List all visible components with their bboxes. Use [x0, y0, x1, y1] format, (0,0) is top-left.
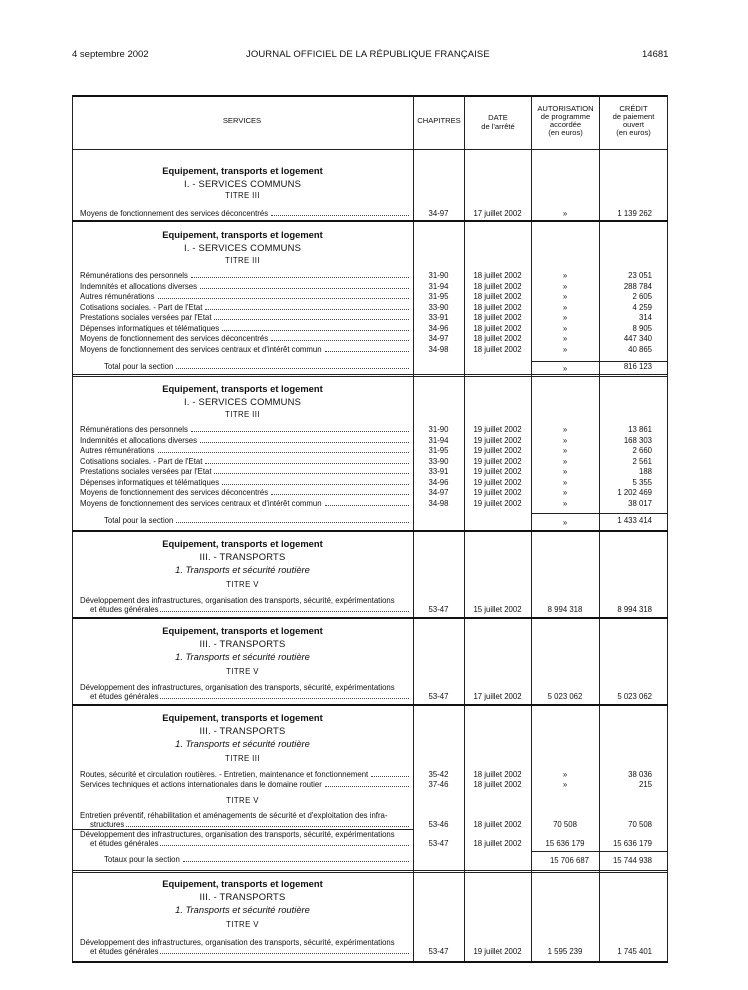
section-ministry: Equipement, transports et logement	[162, 625, 323, 636]
dot-leader	[271, 340, 409, 341]
row-date: 18 juillet 2002	[473, 281, 522, 291]
row-credit: 2 605	[632, 292, 652, 301]
row-autorisation: »	[562, 456, 568, 466]
dot-leader	[205, 309, 409, 310]
row-label: Développement des infrastructures, organisation des transports, sécurité, expérimentations	[80, 938, 395, 947]
section-ministry: Equipement, transports et logement	[162, 229, 323, 240]
row-autorisation: »	[562, 770, 568, 779]
row-credit: 4 259	[632, 302, 652, 312]
row-autorisation: 70 508	[553, 819, 577, 829]
row-date: 19 juillet 2002	[473, 477, 522, 487]
row-credit: 38 036	[628, 770, 652, 779]
row-date: 19 juillet 2002	[473, 488, 522, 497]
row-credit: 5 355	[632, 477, 652, 487]
dot-leader	[222, 330, 409, 331]
row-chapitre: 53-47	[428, 691, 449, 701]
row-label: Dépenses informatiques et télématiques	[80, 477, 220, 487]
row-date: 18 juillet 2002	[473, 344, 522, 354]
dot-leader	[191, 277, 409, 278]
section-service: I. - SERVICES COMMUNS	[183, 396, 302, 407]
row-label: Moyens de fonctionnement des services centraux et d'intérêt commun	[80, 498, 322, 508]
row-label: Cotisations sociales. - Part de l'Etat	[80, 456, 203, 466]
section-separator	[72, 530, 668, 532]
row-autorisation: »	[562, 292, 568, 301]
row-chapitre: 33-90	[428, 456, 449, 466]
row-credit: 15 636 179	[612, 838, 652, 848]
row-date: 18 juillet 2002	[473, 780, 522, 789]
row-date: 19 juillet 2002	[473, 435, 522, 445]
row-label-cont: et études générales	[90, 946, 159, 956]
row-label: Autres rémunérations	[80, 292, 155, 301]
row-autorisation: 8 994 318	[547, 604, 583, 614]
row-label: Prestations sociales versées par l'Etat	[80, 467, 212, 476]
col-header-autorisation-l4: (en euros)	[548, 128, 583, 137]
row-label: Moyens de fonctionnement des services déconcentrés	[80, 209, 269, 218]
total-autorisation: 15 706 687	[549, 856, 589, 865]
row-label: Routes, sécurité et circulation routières. - Entretien, maintenance et fonctionnement	[80, 770, 369, 779]
row-date: 18 juillet 2002	[473, 292, 522, 301]
col-header-services: SERVICES	[222, 116, 262, 125]
row-label: Autres rémunérations	[80, 446, 155, 455]
total-rule	[531, 851, 667, 852]
row-chapitre: 33-90	[428, 302, 449, 312]
row-date: 18 juillet 2002	[473, 313, 522, 322]
row-chapitre: 34-98	[428, 498, 449, 508]
col-header-credit-l4: (en euros)	[616, 128, 651, 137]
dot-leader	[160, 953, 409, 954]
col-header-credit-l3: ouvert	[622, 120, 645, 129]
row-credit: 8 994 318	[617, 604, 652, 614]
col-header-date: DATE	[488, 113, 508, 122]
row-chapitre: 37-46	[428, 780, 449, 789]
row-label: Rémunérations des personnels	[80, 271, 188, 280]
row-chapitre: 31-95	[428, 446, 449, 455]
dot-leader	[222, 484, 409, 485]
row-date: 17 juillet 2002	[473, 209, 522, 218]
row-chapitre: 34-96	[428, 323, 449, 333]
row-chapitre: 53-46	[428, 819, 449, 829]
row-chapitre: 34-96	[428, 477, 449, 487]
dot-leader	[325, 505, 409, 506]
row-credit: 447 340	[623, 334, 652, 343]
section-total-label: Total pour la section	[104, 362, 174, 371]
section-separator	[72, 220, 668, 222]
col-header-autorisation-l2: de programme	[540, 112, 591, 121]
row-autorisation: »	[562, 281, 568, 291]
section-service: I. - SERVICES COMMUNS	[183, 178, 302, 189]
row-autorisation: 5 023 062	[547, 691, 583, 701]
row-credit: 168 303	[623, 435, 652, 445]
row-credit: 70 508	[628, 819, 652, 829]
section-titre: TITRE V	[226, 580, 259, 589]
table-left-border	[72, 95, 73, 963]
row-label: Prestations sociales versées par l'Etat	[80, 313, 212, 322]
section-titre: TITRE V	[226, 796, 259, 805]
dot-leader	[205, 463, 409, 464]
row-date: 18 juillet 2002	[473, 838, 522, 848]
row-chapitre: 31-94	[428, 435, 449, 445]
page-number: 14681	[642, 49, 669, 60]
row-date: 19 juillet 2002	[473, 456, 522, 466]
section-titre: TITRE V	[226, 667, 259, 676]
row-autorisation: »	[562, 435, 568, 445]
row-label: Services techniques et actions internationales dans le domaine routier	[80, 780, 322, 789]
row-label-cont: et études générales	[90, 604, 159, 614]
row-autorisation: »	[562, 477, 568, 487]
row-date: 18 juillet 2002	[473, 323, 522, 333]
row-credit: 2 561	[632, 456, 652, 466]
row-chapitre: 31-95	[428, 292, 449, 301]
dot-leader	[183, 861, 409, 862]
dot-leader	[176, 368, 409, 369]
page-date: 4 septembre 2002	[72, 49, 149, 60]
row-credit: 1 139 262	[617, 209, 652, 218]
section-service: III. - TRANSPORTS	[199, 551, 286, 562]
total-rule	[531, 513, 667, 514]
row-autorisation: »	[562, 446, 568, 455]
row-autorisation: »	[562, 425, 568, 434]
section-ministry: Equipement, transports et logement	[162, 712, 323, 723]
section-ministry: Equipement, transports et logement	[162, 165, 323, 176]
table-top-border	[72, 95, 668, 97]
dot-leader	[325, 351, 409, 352]
row-date: 18 juillet 2002	[473, 770, 522, 779]
journal-title: JOURNAL OFFICIEL DE LA RÉPUBLIQUE FRANÇAISE	[246, 49, 490, 60]
col-header-autorisation-l3: accordée	[549, 120, 582, 129]
row-chapitre: 53-47	[428, 838, 449, 848]
row-label-cont: et études générales	[90, 838, 159, 848]
row-label-cont: structures	[90, 819, 125, 829]
row-autorisation: »	[562, 780, 568, 789]
row-date: 15 juillet 2002	[473, 604, 522, 614]
row-date: 18 juillet 2002	[473, 302, 522, 312]
row-label: Indemnités et allocations diverses	[80, 435, 198, 445]
row-chapitre: 31-90	[428, 425, 449, 434]
row-label: Entretien préventif, réhabilitation et aménagements de sécurité et d'exploitation des infra-	[80, 811, 388, 820]
row-autorisation: »	[562, 209, 568, 218]
row-autorisation: »	[562, 488, 568, 497]
section-titre: TITRE III	[225, 410, 260, 419]
row-label: Moyens de fonctionnement des services centraux et d'intérêt commun	[80, 344, 322, 354]
row-autorisation: »	[562, 271, 568, 280]
row-credit: 23 051	[628, 271, 652, 280]
table-right-border	[667, 95, 668, 963]
col-divider-autorisation	[531, 95, 532, 963]
section-total-label: Total pour la section	[104, 516, 174, 525]
section-total-label: Totaux pour la section	[104, 855, 180, 864]
col-header-autorisation: AUTORISATION	[537, 104, 594, 113]
section-ministry: Equipement, transports et logement	[162, 538, 323, 549]
col-header-credit: CRÉDIT	[619, 104, 648, 113]
row-autorisation: »	[562, 344, 568, 354]
dot-leader	[200, 442, 409, 443]
dot-leader	[200, 288, 409, 289]
section-separator	[72, 704, 668, 706]
col-header-credit-l2: de paiement	[612, 112, 655, 121]
row-autorisation: 1 595 239	[547, 946, 583, 956]
col-divider-chapitres	[413, 95, 414, 963]
row-chapitre: 34-97	[428, 334, 449, 343]
dot-leader	[325, 786, 409, 787]
row-chapitre: 31-90	[428, 271, 449, 280]
row-chapitre: 53-47	[428, 946, 449, 956]
row-chapitre: 34-97	[428, 488, 449, 497]
row-chapitre: 33-91	[428, 313, 449, 322]
dot-leader	[271, 494, 409, 495]
row-chapitre: 35-42	[428, 770, 449, 779]
dot-leader	[160, 698, 409, 699]
dot-leader	[158, 298, 409, 299]
dot-leader	[160, 845, 409, 846]
section-titre: TITRE III	[225, 191, 260, 200]
row-credit: 40 865	[628, 344, 652, 354]
row-date: 19 juillet 2002	[473, 946, 522, 956]
row-label: Développement des infrastructures, organisation des transports, sécurité, expérimentations	[80, 683, 395, 692]
section-ministry: Equipement, transports et logement	[162, 878, 323, 889]
section-titre: TITRE III	[225, 256, 260, 265]
row-autorisation: 15 636 179	[545, 838, 585, 848]
section-subservice: 1. Transports et sécurité routière	[175, 651, 310, 662]
total-autorisation: »	[562, 518, 568, 527]
section-subservice: 1. Transports et sécurité routière	[175, 564, 310, 575]
section-titre: TITRE V	[226, 920, 259, 929]
total-credit: 816 123	[623, 362, 652, 371]
section-service: III. - TRANSPORTS	[199, 638, 286, 649]
row-date: 19 juillet 2002	[473, 446, 522, 455]
section-separator	[72, 617, 668, 619]
dot-leader	[126, 826, 409, 827]
dot-leader	[160, 611, 409, 612]
dot-leader	[371, 776, 409, 777]
section-separator	[72, 870, 668, 873]
row-date: 18 juillet 2002	[473, 819, 522, 829]
table-bottom-border	[72, 961, 668, 963]
row-credit: 38 017	[628, 498, 652, 508]
section-ministry: Equipement, transports et logement	[162, 383, 323, 394]
dot-leader	[158, 452, 409, 453]
total-autorisation: »	[562, 364, 568, 373]
row-label-cont: et études générales	[90, 691, 159, 701]
section-service: I. - SERVICES COMMUNS	[183, 242, 302, 253]
row-credit: 5 023 062	[617, 691, 652, 701]
row-date: 19 juillet 2002	[473, 498, 522, 508]
row-chapitre: 34-97	[428, 209, 449, 218]
row-credit: 1 202 469	[617, 488, 652, 497]
row-autorisation: »	[562, 323, 568, 333]
total-credit: 15 744 938	[612, 856, 652, 865]
col-divider-credit	[599, 95, 600, 963]
row-autorisation: »	[562, 302, 568, 312]
section-subservice: 1. Transports et sécurité routière	[175, 738, 310, 749]
row-date: 18 juillet 2002	[473, 334, 522, 343]
budget-table	[72, 95, 668, 963]
section-titre: TITRE III	[225, 754, 260, 763]
row-chapitre: 34-98	[428, 344, 449, 354]
row-date: 18 juillet 2002	[473, 271, 522, 280]
row-credit: 288 784	[623, 281, 652, 291]
row-autorisation: »	[562, 334, 568, 343]
row-credit: 188	[638, 467, 652, 476]
row-credit: 2 660	[632, 446, 652, 455]
col-header-chapitres: CHAPITRES	[417, 116, 461, 125]
section-service: III. - TRANSPORTS	[199, 891, 286, 902]
row-credit: 215	[638, 780, 652, 789]
row-chapitre: 33-91	[428, 467, 449, 476]
total-credit: 1 433 414	[617, 516, 652, 525]
row-label: Moyens de fonctionnement des services déconcentrés	[80, 334, 269, 343]
row-label: Cotisations sociales. - Part de l'Etat	[80, 302, 203, 312]
row-label: Dépenses informatiques et télématiques	[80, 323, 220, 333]
row-credit: 314	[638, 313, 652, 322]
col-divider-date	[464, 95, 465, 963]
row-label: Rémunérations des personnels	[80, 425, 188, 434]
row-label: Développement des infrastructures, organisation des transports, sécurité, expérimentations	[80, 596, 395, 605]
row-label: Développement des infrastructures, organisation des transports, sécurité, expérimentations	[80, 830, 395, 839]
dot-leader	[191, 431, 409, 432]
section-subservice: 1. Transports et sécurité routière	[175, 904, 310, 915]
section-service: III. - TRANSPORTS	[199, 725, 286, 736]
header-separator	[72, 149, 668, 150]
row-date: 17 juillet 2002	[473, 691, 522, 701]
row-credit: 13 861	[628, 425, 652, 434]
col-header-date-sub: de l'arrêté	[481, 122, 515, 131]
row-chapitre: 31-94	[428, 281, 449, 291]
section-separator	[72, 374, 668, 377]
row-date: 19 juillet 2002	[473, 467, 522, 476]
row-autorisation: »	[562, 467, 568, 476]
dot-leader	[176, 522, 409, 523]
row-autorisation: »	[562, 498, 568, 508]
dot-leader	[214, 319, 409, 320]
row-autorisation: »	[562, 313, 568, 322]
row-credit: 8 905	[632, 323, 652, 333]
row-credit: 1 745 401	[617, 946, 652, 956]
dot-leader	[271, 215, 409, 216]
dot-leader	[214, 473, 409, 474]
row-label: Indemnités et allocations diverses	[80, 281, 198, 291]
row-label: Moyens de fonctionnement des services déconcentrés	[80, 488, 269, 497]
row-chapitre: 53-47	[428, 604, 449, 614]
row-date: 19 juillet 2002	[473, 425, 522, 434]
